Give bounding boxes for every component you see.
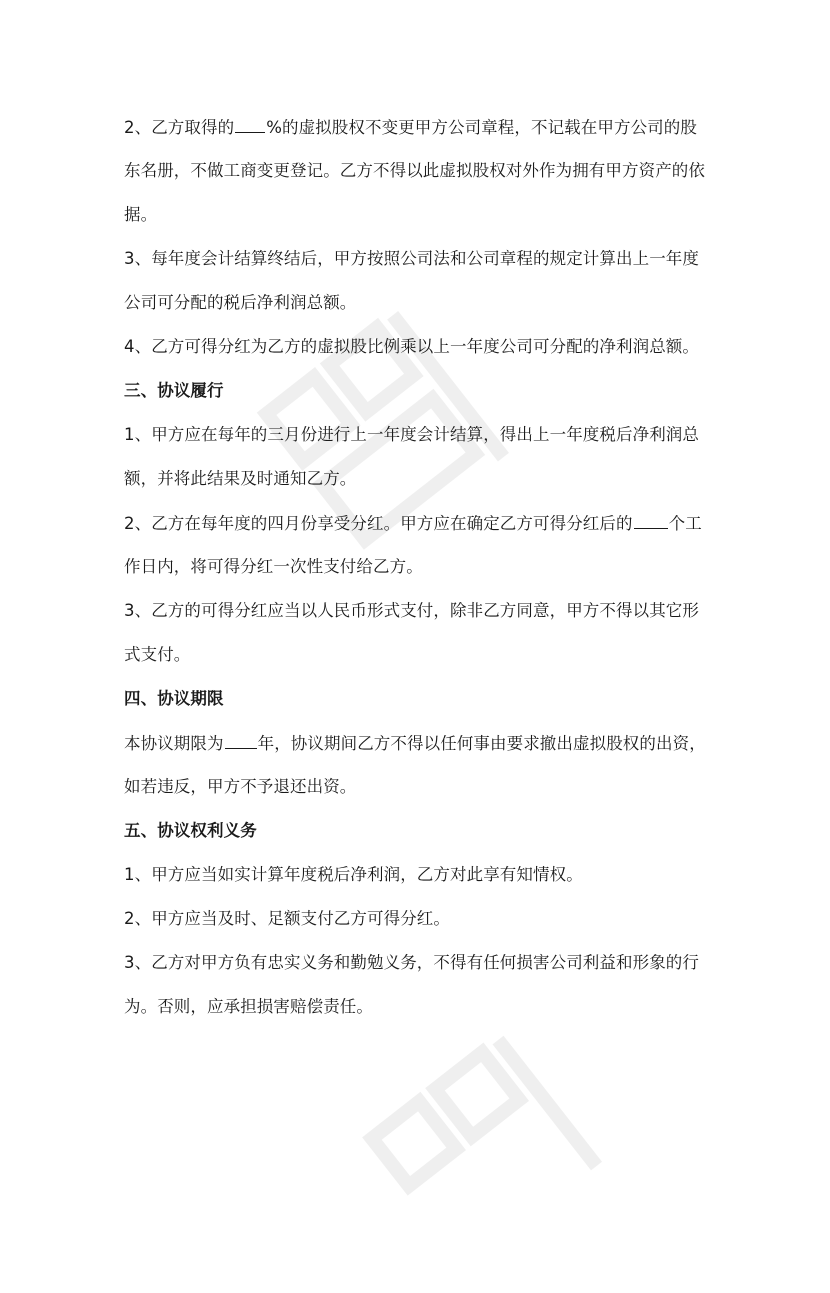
text-segment: %的虚拟股权不变更甲方公司章程，不记载在甲方公司的股 — [266, 118, 697, 137]
fill-in-blank-years[interactable] — [225, 732, 257, 749]
rights-clause-3-line-2: 为。否则，应承担损害赔偿责任。 — [124, 997, 373, 1016]
clause-2-line-1 — [124, 116, 697, 139]
rights-clause-1: 1、甲方应当如实计算年度税后净利润，乙方对此享有知情权。 — [124, 865, 583, 884]
text-segment: 2、乙方在每年度的四月份享受分红。甲方应在确定乙方可得分红后的 — [124, 514, 633, 533]
section-heading-agreement-performance: 三、协议履行 — [124, 381, 224, 400]
term-clause-line-2: 如若违反，甲方不予退还出资。 — [124, 777, 357, 796]
fill-in-blank-workdays[interactable] — [634, 512, 668, 529]
performance-clause-3-line-1: 3、乙方的可得分红应当以人民币形式支付，除非乙方同意，甲方不得以其它形 — [124, 601, 699, 620]
performance-clause-2-line-1 — [124, 512, 702, 535]
clause-2-line-3: 据。 — [124, 205, 158, 224]
performance-clause-2-line-2: 作日内，将可得分红一次性支付给乙方。 — [124, 557, 423, 576]
clause-3-line-1: 3、每年度会计结算终结后，甲方按照公司法和公司章程的规定计算出上一年度 — [124, 249, 699, 268]
text-segment: 年，协议期间乙方不得以任何事由要求撤出虚拟股权的出资， — [257, 734, 706, 753]
section-heading-rights-obligations: 五、协议权利义务 — [124, 821, 257, 840]
text-segment: 个工 — [668, 514, 702, 533]
fill-in-blank-percent[interactable] — [235, 116, 265, 133]
clause-3-line-2: 公司可分配的税后净利润总额。 — [124, 293, 357, 312]
performance-clause-1-line-1: 1、甲方应在每年的三月份进行上一年度会计结算，得出上一年度税后净利润总 — [124, 425, 699, 444]
section-heading-agreement-term: 四、协议期限 — [124, 689, 224, 708]
rights-clause-2: 2、甲方应当及时、足额支付乙方可得分红。 — [124, 909, 450, 928]
text-segment: 2、乙方取得的 — [124, 118, 235, 137]
rights-clause-3-line-1: 3、乙方对甲方负有忠实义务和勤勉义务，不得有任何损害公司利益和形象的行 — [124, 953, 699, 972]
clause-2-line-2: 东名册，不做工商变更登记。乙方不得以此虚拟股权对外作为拥有甲方资产的依 — [124, 161, 705, 180]
text-segment: 本协议期限为 — [124, 734, 224, 753]
performance-clause-1-line-2: 额，并将此结果及时通知乙方。 — [124, 469, 357, 488]
clause-4-line-1: 4、乙方可得分红为乙方的虚拟股比例乘以上一年度公司可分配的净利润总额。 — [124, 337, 699, 356]
watermark-icon — [344, 987, 656, 1292]
performance-clause-3-line-2: 式支付。 — [124, 645, 191, 664]
term-clause-line-1 — [124, 732, 706, 755]
